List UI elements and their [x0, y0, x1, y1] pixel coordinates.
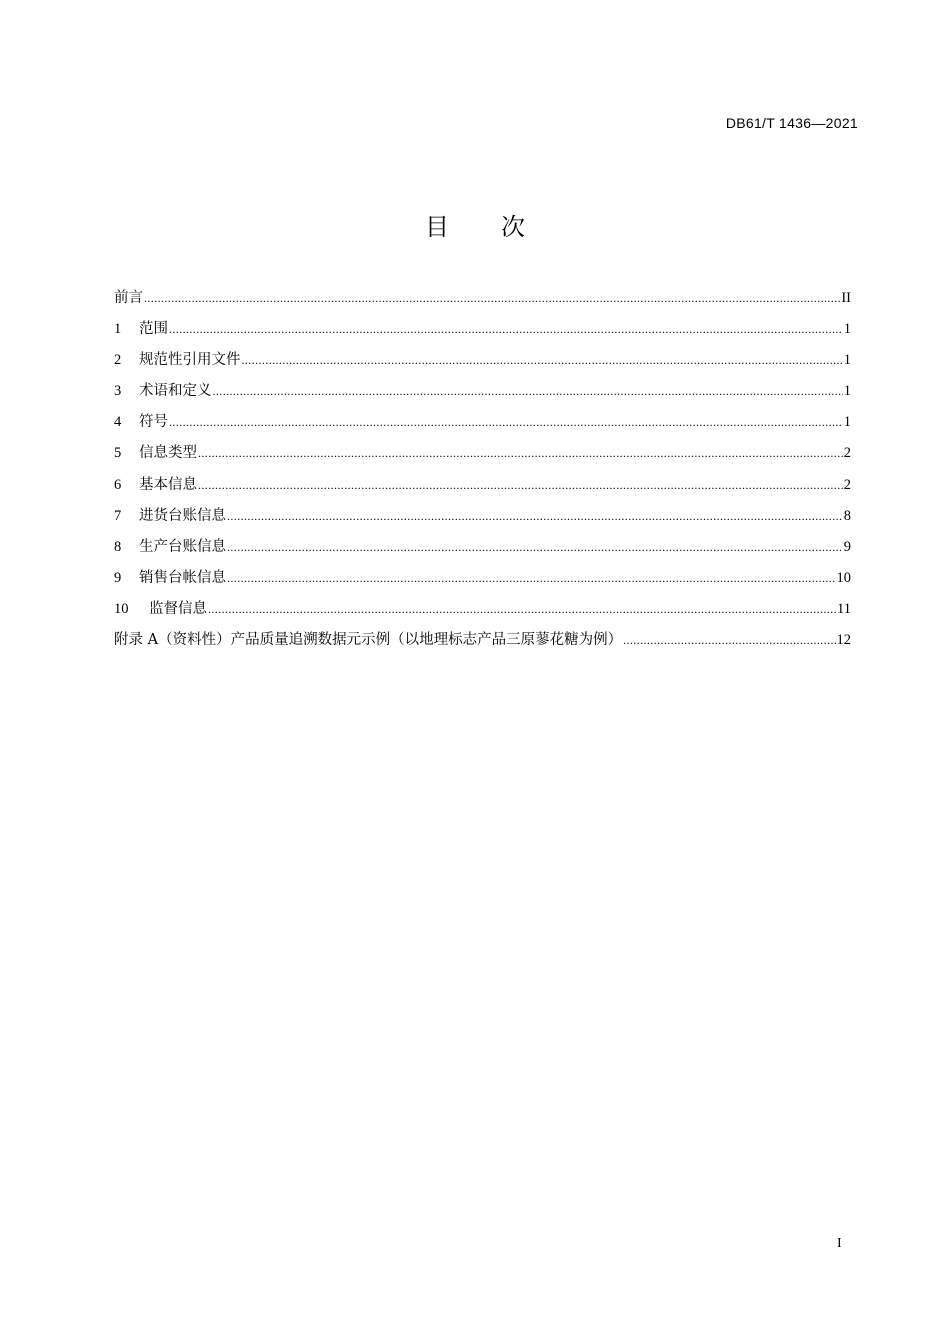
toc-leader-dots [198, 443, 843, 463]
toc-title-part1: 目 [425, 213, 449, 241]
toc-leader-dots [227, 506, 843, 526]
toc-entry-normative-references[interactable] [114, 350, 851, 381]
toc-entry-text: 规范性引用文件 [139, 352, 241, 369]
toc-leader-dots [227, 537, 843, 557]
toc-entry-number: 5 [114, 445, 122, 462]
toc-entry-number: 9 [114, 569, 122, 586]
toc-leader-dots [169, 319, 843, 339]
toc-entry-page: 2 [843, 445, 851, 462]
page-number: I [837, 1236, 842, 1251]
toc-entry-number: 3 [114, 383, 122, 400]
toc-entry-number: 8 [114, 538, 122, 555]
toc-entry-number: 1 [114, 321, 122, 338]
toc-entry-text: 基本信息 [139, 476, 197, 493]
toc-entry-text: 监督信息 [149, 600, 207, 617]
toc-entry-sales-ledger[interactable] [114, 568, 851, 599]
toc-list [114, 288, 851, 661]
toc-entry-basic-information[interactable] [114, 475, 851, 506]
toc-entry-foreword[interactable] [114, 288, 851, 319]
toc-entry-terms-definitions[interactable] [114, 381, 851, 412]
toc-entry-page: 2 [843, 476, 851, 493]
toc-entry-number: 10 [114, 600, 129, 617]
toc-entry-purchase-ledger[interactable] [114, 506, 851, 537]
toc-entry-appendix-a[interactable] [114, 630, 851, 661]
toc-leader-dots [208, 599, 836, 619]
toc-entry-text: 生产台账信息 [139, 538, 226, 555]
toc-leader-dots [213, 381, 843, 401]
toc-leader-dots [242, 350, 843, 370]
toc-entry-page: 9 [843, 538, 851, 555]
toc-entry-page: II [841, 290, 851, 306]
toc-entry-text: 进货台账信息 [139, 507, 226, 524]
toc-entry-page: 12 [836, 632, 851, 649]
toc-leader-dots [144, 288, 840, 308]
toc-entry-page: 1 [843, 414, 851, 431]
toc-entry-text: 符号 [139, 414, 168, 431]
toc-leader-dots [623, 630, 835, 650]
toc-entry-supervision[interactable] [114, 599, 851, 630]
toc-title [0, 207, 950, 242]
toc-entry-page: 11 [837, 600, 851, 617]
toc-entry-information-types[interactable] [114, 443, 851, 474]
toc-entry-text: 销售台帐信息 [139, 569, 226, 586]
toc-entry-text: 信息类型 [139, 445, 197, 462]
toc-entry-page: 1 [843, 321, 851, 338]
toc-entry-text: 范围 [139, 321, 168, 338]
toc-leader-dots [227, 568, 836, 588]
toc-entry-page: 1 [843, 383, 851, 400]
toc-entry-scope[interactable] [114, 319, 851, 350]
toc-entry-number: 6 [114, 476, 122, 493]
toc-title-part2: 次 [501, 213, 525, 241]
toc-entry-production-ledger[interactable] [114, 537, 851, 568]
standard-code: DB61/T 1436—2021 [725, 115, 858, 131]
toc-entry-page: 1 [843, 352, 851, 369]
toc-entry-text: 术语和定义 [139, 383, 212, 400]
toc-entry-page: 10 [836, 569, 851, 586]
toc-entry-page: 8 [843, 507, 851, 524]
toc-entry-number: 4 [114, 414, 122, 431]
toc-entry-number: 7 [114, 507, 122, 524]
toc-entry-number: 2 [114, 352, 122, 369]
toc-entry-symbols[interactable] [114, 412, 851, 443]
toc-entry-text: 附录 A（资料性）产品质量追溯数据元示例（以地理标志产品三原蓼花糖为例） [114, 632, 623, 649]
toc-entry-text: 前言 [114, 290, 143, 306]
toc-leader-dots [198, 475, 843, 495]
toc-leader-dots [169, 412, 843, 432]
